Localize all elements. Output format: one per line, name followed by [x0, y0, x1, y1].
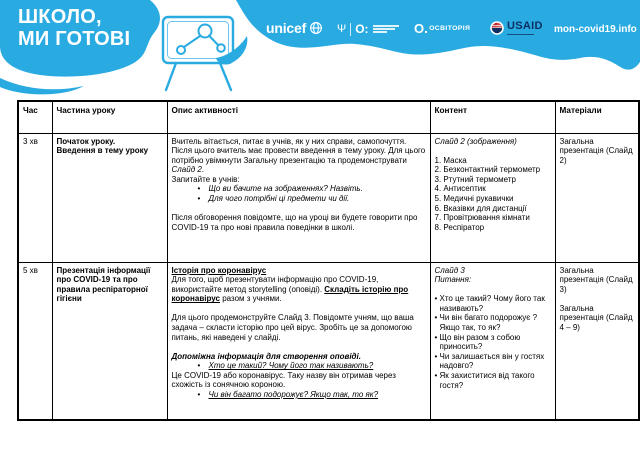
- bullet-text: [209, 184, 363, 194]
- paragraph: [435, 137, 551, 147]
- paragraph: [435, 213, 551, 223]
- paragraph: [435, 175, 551, 185]
- text-run: Слайд 2 (зображення): [434, 136, 517, 146]
- text-run: Запитайте в учнів:: [171, 174, 240, 184]
- blank-line: [560, 294, 635, 304]
- usaid-logo: [490, 21, 543, 35]
- osvitoria-logo: [414, 22, 470, 35]
- bullet-item: [172, 361, 426, 371]
- column-header: Опис активності: [167, 101, 430, 133]
- text-run: Що ви бачите на зображеннях? Назвіть.: [208, 184, 363, 194]
- text-run: Складіть історію про коронавірус: [171, 284, 409, 304]
- tryzub-icon: Ψ: [337, 22, 347, 35]
- cell-lesson-part: Презентація інформації про COVID-19 та про правила респіраторної гігієни: [52, 262, 167, 420]
- bullet-text: [209, 390, 379, 400]
- bullet-text: [440, 294, 551, 313]
- bullet-marker-icon: •: [434, 370, 438, 380]
- logo-divider: [350, 23, 351, 36]
- bullet-text: [440, 313, 551, 332]
- bullet-marker-icon: •: [197, 194, 201, 204]
- paragraph: [172, 266, 426, 276]
- bullet-item: [435, 352, 551, 371]
- text-run: 5. Медичні рукавички: [434, 193, 514, 203]
- paragraph: [560, 137, 635, 166]
- text-run: Чи він багато подорожує? Якщо так, то як?: [208, 390, 379, 400]
- blank-line: [172, 304, 426, 314]
- text-run: 6. Вказівки для дистанції: [434, 203, 527, 213]
- bullet-text: [440, 371, 551, 390]
- paragraph: [172, 213, 426, 232]
- paragraph: [560, 304, 635, 333]
- cell-time: 3 хв: [18, 133, 52, 262]
- paragraph: [172, 137, 426, 175]
- bullet-text: [440, 352, 551, 371]
- mon-smalltext-lines: [373, 23, 399, 34]
- paragraph: [172, 352, 426, 362]
- cell-content: [430, 133, 555, 262]
- cell-activity-description: [167, 133, 430, 262]
- paragraph: [560, 266, 635, 295]
- cell-lesson-part: Початок уроку. Введення в тему уроку: [52, 133, 167, 262]
- bullet-text: [209, 194, 350, 204]
- cell-activity-description: [167, 262, 430, 420]
- blank-line: [435, 285, 551, 295]
- bullet-marker-icon: •: [434, 332, 438, 342]
- text-run: Питання:: [434, 275, 472, 285]
- paragraph: [172, 371, 426, 390]
- osvitoria-dot: [425, 31, 427, 33]
- usaid-tagline-line: [507, 34, 534, 36]
- paragraph: [435, 184, 551, 194]
- paragraph: [435, 275, 551, 285]
- unicef-globe-icon: [309, 21, 323, 35]
- column-header: Матеріали: [555, 101, 639, 133]
- text-run: Хто це такий? Чому його так називають?: [439, 294, 545, 313]
- site-url: mon-covid19.info: [554, 24, 637, 35]
- paragraph: [435, 204, 551, 214]
- text-run: Історія про коронавірус: [171, 265, 267, 275]
- text-run: Це COVID-19 або коронавірус. Таку назву він отримав через схожість із сонячною короною.: [171, 370, 396, 390]
- bullet-item: [172, 184, 426, 194]
- bullet-item: [435, 313, 551, 332]
- usaid-wordmark: USAID: [507, 20, 543, 32]
- bullet-text: [209, 361, 374, 371]
- unicef-wordmark: unicef: [266, 20, 307, 36]
- cell-materials: [555, 133, 639, 262]
- table-row: [18, 133, 639, 262]
- cell-content: [430, 262, 555, 420]
- bullet-item: [435, 371, 551, 390]
- text-run: Загальна презентація (Слайд 4 – 9): [559, 303, 633, 332]
- title-line-2: МИ ГОТОВІ: [18, 28, 131, 50]
- text-run: Для того, щоб презентувати інформацію про COVID-19, використайте метод storytelling (оповіді).: [171, 275, 379, 294]
- bullet-marker-icon: •: [434, 294, 438, 304]
- column-header: Контент: [430, 101, 555, 133]
- paragraph: [435, 165, 551, 175]
- page-header: [0, 0, 640, 100]
- blank-line: [435, 146, 551, 156]
- text-run: 1. Маска: [434, 155, 467, 165]
- lesson-plan-table: [17, 100, 640, 421]
- swoosh-shape: [0, 78, 84, 94]
- bullet-text: [440, 333, 551, 352]
- title-line-1: ШКОЛО,: [18, 6, 102, 28]
- cell-materials: [555, 262, 639, 420]
- osvitoria-wordmark: ОСВІТОРІЯ: [429, 25, 471, 32]
- mon-ministry-logo: [337, 22, 399, 36]
- partner-logos: [0, 0, 640, 70]
- column-header: Час: [18, 101, 52, 133]
- osvitoria-o-mark: О: [414, 21, 425, 36]
- paragraph: [172, 275, 426, 304]
- text-run: 4. Антисептик: [434, 184, 486, 194]
- bullet-marker-icon: •: [197, 361, 201, 371]
- text-run: разом з учнями.: [219, 294, 282, 304]
- text-run: Загальна презентація (Слайд 3): [559, 265, 633, 294]
- text-run: Слайд 3: [434, 265, 465, 275]
- text-run: Після обговорення повідомте, що на уроці ви будете говорити про COVID-19 та про нові правила поведінки в школі.: [171, 213, 418, 232]
- text-run: Що він разом з собою приносить?: [439, 332, 521, 352]
- text-run: .: [201, 165, 205, 175]
- text-run: Чи він багато подорожує ? Якщо так, то як?: [439, 313, 538, 332]
- bullet-item: [172, 194, 426, 204]
- cell-time: 5 хв: [18, 262, 52, 420]
- bullet-marker-icon: •: [197, 390, 201, 400]
- text-run: Допоміжна інформація для створення оповіді.: [171, 351, 361, 361]
- text-run: Загальна презентація (Слайд 2): [559, 136, 633, 165]
- text-run: Хто це такий? Чому його так називають?: [208, 361, 374, 371]
- bullet-marker-icon: •: [197, 184, 201, 194]
- usaid-seal-icon: [490, 21, 504, 35]
- text-run: 2. Безконтактний термометр: [434, 165, 541, 175]
- table-row: [18, 262, 639, 420]
- bullet-item: [435, 333, 551, 352]
- text-run: 8. Респіратор: [434, 222, 485, 232]
- text-run: Слайд 2: [171, 165, 202, 175]
- blank-line: [172, 342, 426, 352]
- text-run: 7. Провітрювання кімнати: [434, 213, 530, 223]
- text-run: Чи залишається він у гостях надовго?: [439, 351, 545, 371]
- paragraph: [435, 194, 551, 204]
- paragraph: [172, 313, 426, 342]
- paragraph: [435, 156, 551, 166]
- blank-line: [172, 204, 426, 214]
- mon-o-mark: О:: [355, 22, 369, 36]
- paragraph: [435, 266, 551, 276]
- paragraph: [435, 223, 551, 233]
- bullet-marker-icon: •: [434, 313, 438, 323]
- column-header: Частина уроку: [52, 101, 167, 133]
- text-run: Вчитель вітається, питає в учнів, як у них справи, самопочуття. Після цього вчитель має провести введення в тему уроку. Для цього потрібно увімкнути Загальну презентацію та продемонструвати: [171, 136, 426, 165]
- table-header-row: [18, 101, 639, 133]
- text-run: 3. Ртутний термометр: [434, 174, 516, 184]
- text-run: Як захиститися від такого гостя?: [439, 370, 535, 390]
- bullet-marker-icon: •: [434, 351, 438, 361]
- bullet-item: [435, 294, 551, 313]
- bullet-item: [172, 390, 426, 400]
- text-run: Для цього продемонструйте Слайд 3. Повідомте учням, що ваша задача – скласти історію про цей вірус. Зробіть це за допомогою питань, які наведені у слайді.: [171, 313, 414, 342]
- unicef-logo: [266, 20, 323, 36]
- paragraph: [172, 175, 426, 185]
- text-run: Для чого потрібні ці предмети чи дії.: [208, 194, 350, 204]
